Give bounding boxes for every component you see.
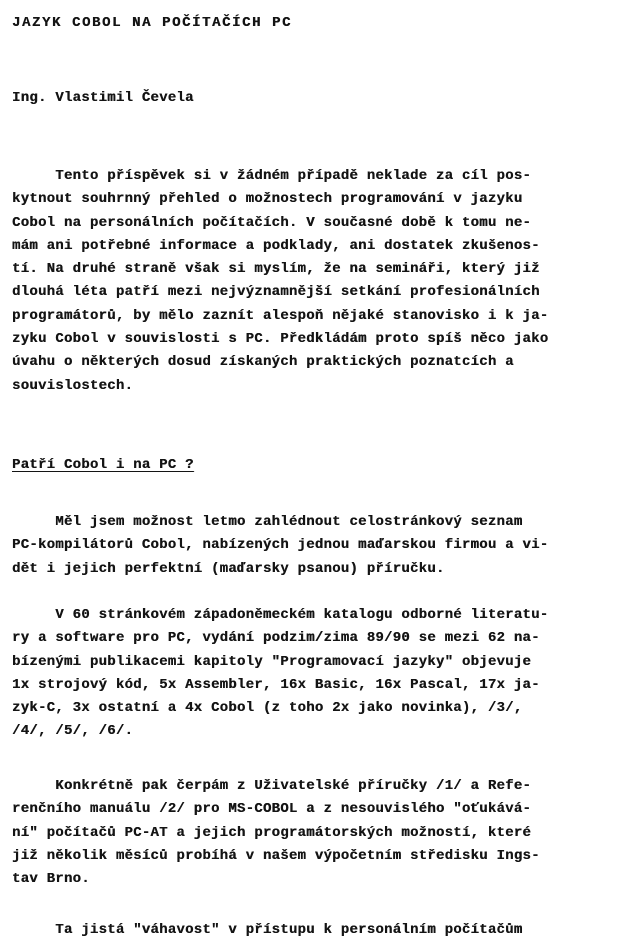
text-line: Konkrétně pak čerpám z Uživatelské příručky /1/ a Refe-: [12, 778, 532, 794]
document-title: [12, 12, 292, 35]
paragraph-vahavost: [12, 919, 522, 942]
author-name: [12, 87, 194, 110]
text-line: Měl jsem možnost letmo zahlédnout celostránkový seznam: [12, 514, 523, 530]
text-line: Ta jistá "váhavost" v přístupu k personálním počítačům: [12, 922, 523, 938]
heading-question-mark: ?: [176, 457, 194, 473]
text-line: mám ani potřebné informace a podklady, ani dostatek zkušenos-: [12, 237, 540, 254]
paragraph-zdroje: [12, 775, 540, 891]
text-line: V 60 stránkovém západoněmeckém katalogu odborné literatu-: [12, 607, 549, 623]
heading-line: [12, 454, 194, 477]
paragraph-katalog: [12, 604, 548, 744]
text-line: ry a software pro PC, vydání podzim/zima 89/90 se mezi 62 na-: [12, 630, 540, 647]
text-line: /4/, /5/, /6/.: [12, 723, 134, 740]
text-line: tí. Na druhé straně však si myslím, že na semináři, který již: [12, 261, 540, 278]
text-line: úvahu o některých dosud získaných praktických poznatcích a: [12, 354, 514, 371]
title-line: JAZYK COBOL NA POČÍTAČÍCH PC: [12, 15, 293, 31]
paragraph-kompilatory: [12, 511, 548, 581]
text-line: programátorů, by mělo zaznít alespoň nějaké stanovisko i k ja-: [12, 307, 549, 324]
text-line: kytnout souhrnný přehled o možnostech programování v jazyku: [12, 191, 523, 208]
text-line: dlouhá léta patří mezi nejvýznamnější setkání profesionálních: [12, 284, 540, 301]
section-heading: [12, 454, 194, 477]
text-line: bízenými publikacemi kapitoly "Programovací jazyky" objevuje: [12, 653, 532, 670]
text-line: zyku Cobol v souvislosti s PC. Předkládám proto spíš něco jako: [12, 331, 549, 348]
heading-text: Patří Cobol i na PC: [12, 457, 177, 473]
text-line: souvislostech.: [12, 377, 134, 394]
text-line: Tento příspěvek si v žádném případě neklade za cíl pos-: [12, 168, 532, 184]
text-line: PC-kompilátorů Cobol, nabízených jednou maďarskou firmou a vi-: [12, 537, 549, 554]
text-line: tav Brno.: [12, 871, 90, 888]
text-line: již několik měsíců probíhá v našem výpočetním středisku Ings-: [12, 847, 540, 864]
text-line: dět i jejich perfektní (maďarsky psanou) příručku.: [12, 560, 445, 577]
text-line: 1x strojový kód, 5x Assembler, 16x Basic, 16x Pascal, 17x ja-: [12, 676, 540, 693]
text-line: ní" počítačů PC-AT a jejich programátorských možností, které: [12, 824, 532, 841]
author-line: Ing. Vlastimil Čevela: [12, 90, 194, 106]
text-line: Cobol na personálních počítačích. V současné době k tomu ne-: [12, 214, 532, 231]
text-line: zyk-C, 3x ostatní a 4x Cobol (z toho 2x jako novinka), /3/,: [12, 700, 523, 717]
text-line: renčního manuálu /2/ pro MS-COBOL a z nesouvislého "oťukává-: [12, 801, 532, 818]
intro-paragraph: [12, 165, 548, 398]
